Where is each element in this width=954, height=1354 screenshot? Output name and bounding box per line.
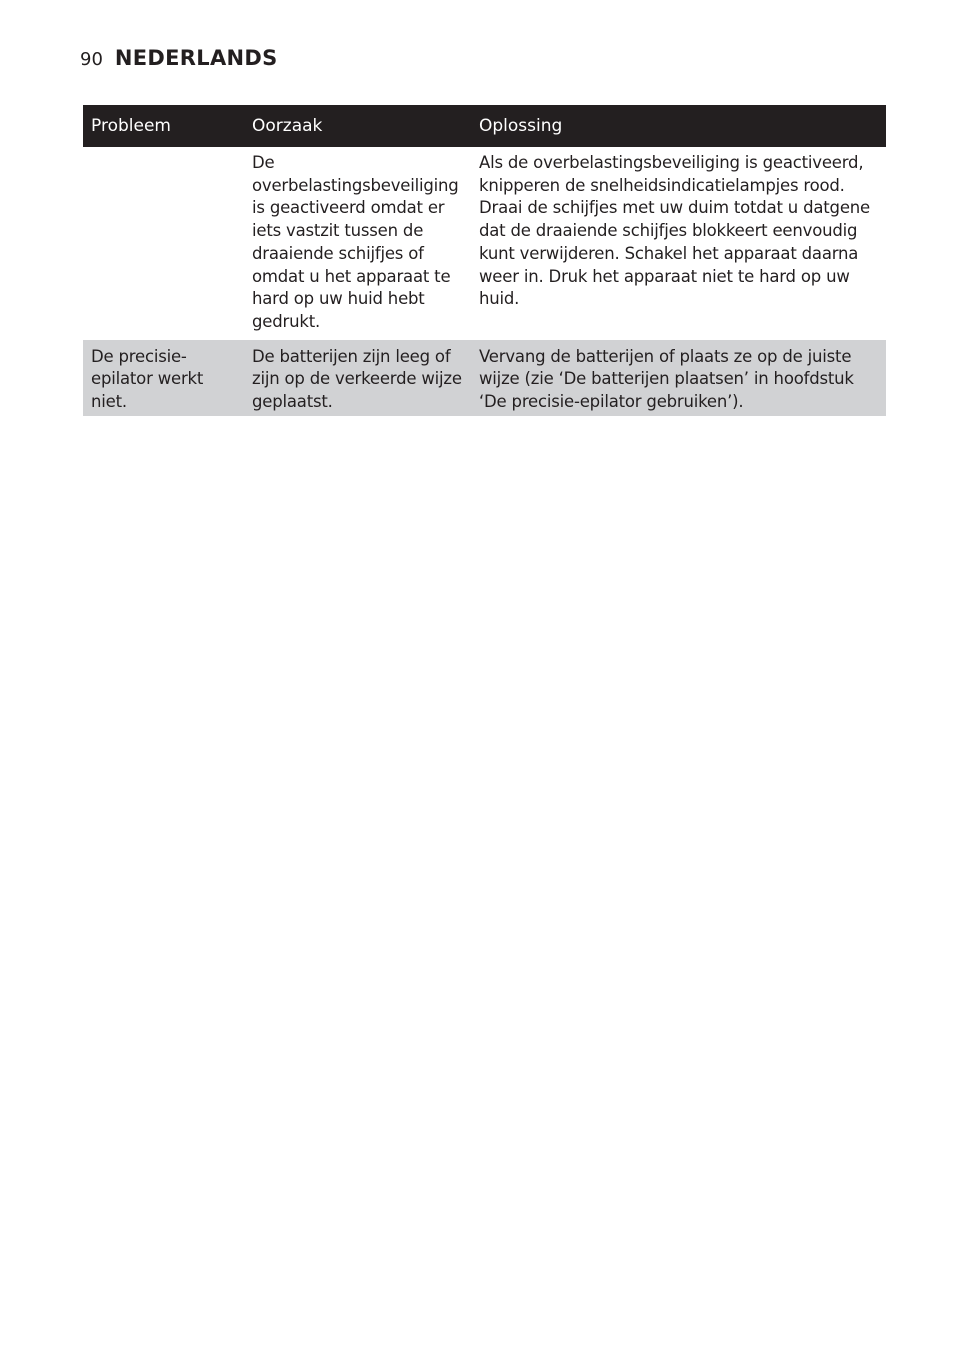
page-number: 90: [80, 49, 103, 70]
problem-cell: [83, 147, 244, 340]
table-row: [83, 340, 886, 416]
table-header-row: [83, 105, 886, 147]
troubleshooting-table: [83, 105, 886, 416]
column-header-solution: Oplossing: [479, 116, 563, 136]
solution-cell: Als de overbelastingsbeveiliging is geactiveerd, knipperen de snelheidsindicatielampjes rood. Draai de schijfjes met uw duim totdat u datgene dat de draaiende schijfjes blokkeert eenvoudig kunt verwijderen. Schakel het apparaat daarna weer in. Druk het apparaat niet te hard op uw huid.: [479, 153, 870, 309]
section-title: NEDERLANDS: [114, 46, 278, 70]
problem-cell: De precisie-epilator werkt niet.: [91, 346, 204, 412]
column-header-problem: Probleem: [91, 116, 171, 136]
table-header: [83, 105, 886, 147]
table-row: [83, 147, 886, 340]
solution-cell: Vervang de batterijen of plaats ze op de juiste wijze (zie ‘De batterijen plaatsen’ in hoofdstuk ‘De precisie-epilator gebruiken’).: [479, 346, 854, 412]
page-header: [80, 46, 278, 76]
column-header-cause: Oorzaak: [252, 116, 323, 136]
cause-cell: De batterijen zijn leeg of zijn op de verkeerde wijze geplaatst.: [252, 346, 462, 412]
table-body: [83, 147, 886, 416]
cause-cell: De overbelastingsbeveiliging is geactiveerd omdat er iets vastzit tussen de draaiende schijfjes of omdat u het apparaat te hard op uw huid hebt gedrukt.: [252, 153, 459, 331]
